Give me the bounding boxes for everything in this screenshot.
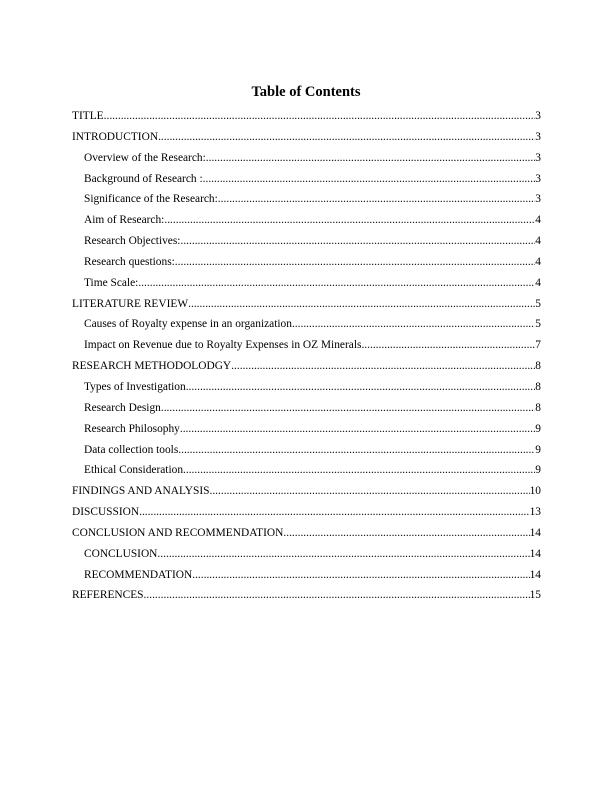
toc-entry-page-number: 15 [529,589,541,602]
toc-entry-page-number: 8 [535,401,541,414]
toc-leader-dots [218,193,536,205]
toc-entry-page-number: 3 [535,110,541,122]
toc-entry-page-number: 3 [535,193,541,206]
toc-entry-label: Aim of Research: [84,214,165,227]
toc-entry-label: TITLE [72,110,104,122]
toc-entry[interactable] [72,444,541,465]
toc-leader-dots [283,527,529,539]
toc-leader-dots [180,423,535,435]
toc-leader-dots [361,339,535,351]
toc-entry-page-number: 4 [535,276,541,289]
toc-entry[interactable] [72,589,541,610]
toc-entry[interactable] [72,360,541,381]
toc-leader-dots [157,548,529,560]
toc-entry-page-number: 4 [535,235,541,248]
toc-entry-label: Ethical Consideration [84,464,184,477]
toc-entry-label: Research Objectives: [84,235,181,248]
toc-entry[interactable] [72,527,541,548]
toc-entry-label: Significance of the Research: [84,193,218,206]
toc-leader-dots [161,402,535,414]
toc-entry-label: REFERENCES [72,589,144,602]
toc-leader-dots [209,485,529,497]
toc-leader-dots [175,256,536,268]
toc-entry-label: Types of Investigation [84,380,186,393]
toc-entry-label: CONCLUSION [84,547,158,560]
toc-entry-page-number: 14 [529,547,541,560]
toc-entry-label: DISCUSSION [72,506,140,519]
toc-leader-dots [104,110,536,122]
toc-entry-page-number: 7 [535,339,541,352]
toc-entry-label: Overview of the Research: [84,151,206,164]
toc-entry-page-number: 5 [535,297,541,310]
toc-entry-page-number: 3 [535,130,541,143]
toc-entry[interactable] [72,423,541,444]
toc-leader-dots [231,360,535,372]
toc-entry[interactable] [72,110,541,131]
toc-entry-page-number: 10 [529,485,541,498]
toc-entry-label: INTRODUCTION [72,130,159,143]
toc-title: Table of Contents [251,84,361,100]
toc-entry-page-number: 14 [529,526,541,539]
toc-leader-dots [158,131,535,143]
toc-leader-dots [192,569,529,581]
toc-leader-dots [164,214,535,226]
toc-entry[interactable] [72,381,541,402]
toc-leader-dots [178,444,535,456]
toc-entry[interactable] [72,214,541,235]
toc-leader-dots [292,318,535,330]
toc-entry-page-number: 4 [535,214,541,227]
toc-entry-page-number: 8 [535,360,541,373]
toc-entry-label: RESEARCH METHODOLODGY [72,360,232,373]
toc-entry[interactable] [72,485,541,506]
toc-entry[interactable] [72,464,541,485]
toc-entry[interactable] [72,569,541,590]
toc-entry[interactable] [72,193,541,214]
toc-entry[interactable] [72,298,541,319]
toc-entry-label: Causes of Royalty expense in an organization [84,318,292,331]
toc-leader-dots [186,381,536,393]
toc-entry[interactable] [72,506,541,527]
toc-entry[interactable] [72,277,541,298]
toc-leader-dots [139,506,530,518]
toc-entry-page-number: 9 [535,443,541,456]
toc-leader-dots [180,235,535,247]
toc-entry-page-number: 14 [529,568,541,581]
toc-entry-page-number: 3 [535,151,541,164]
toc-entry[interactable] [72,318,541,339]
toc-leader-dots [188,298,535,310]
toc-entry-page-number: 13 [529,506,541,519]
toc-entry-label: Research Design [84,401,161,414]
toc-entry-label: Research questions: [84,255,175,268]
toc-entry[interactable] [72,402,541,423]
toc-entry[interactable] [72,339,541,360]
toc-entry-page-number: 5 [535,318,541,331]
table-of-contents [72,110,541,610]
toc-entry-label: LITERATURE REVIEW [72,297,189,310]
toc-entry-page-number: 3 [535,172,541,185]
toc-entry[interactable] [72,173,541,194]
toc-leader-dots [138,277,535,289]
toc-entry-label: Data collection tools [84,443,179,456]
toc-entry[interactable] [72,548,541,569]
toc-entry-label: Impact on Revenue due to Royalty Expenses in OZ Minerals [84,339,362,352]
toc-entry-page-number: 9 [535,464,541,477]
toc-entry-label: CONCLUSION AND RECOMMENDATION [72,526,284,539]
toc-entry-label: RECOMMENDATION [84,568,193,581]
toc-entry[interactable] [72,152,541,173]
toc-entry-label: Research Philosophy [84,422,180,435]
toc-entry-page-number: 9 [535,422,541,435]
toc-leader-dots [144,589,530,601]
toc-leader-dots [183,464,535,476]
toc-entry[interactable] [72,256,541,277]
toc-leader-dots [206,152,536,164]
toc-leader-dots [203,173,536,185]
toc-entry-label: FINDINGS AND ANALYSIS [72,485,210,498]
toc-entry[interactable] [72,131,541,152]
toc-entry-page-number: 4 [535,255,541,268]
toc-entry-page-number: 8 [535,380,541,393]
toc-entry-label: Background of Research : [84,172,203,185]
toc-entry-label: Time Scale: [84,276,139,289]
toc-entry[interactable] [72,235,541,256]
